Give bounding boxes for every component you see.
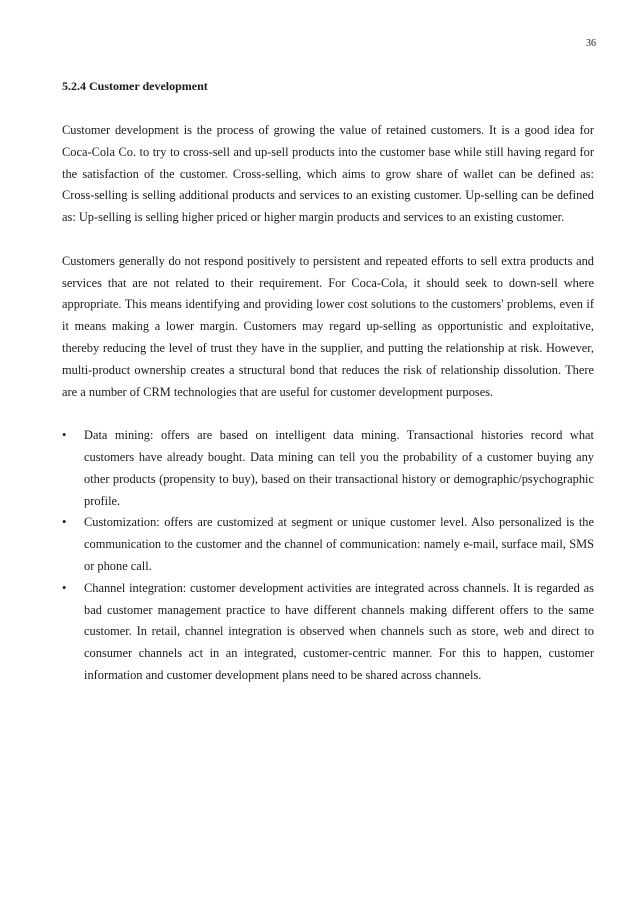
- paragraph-customer-development: Customer development is the process of growing the value of retained customers. It is a good idea for Coca-Cola Co. to try to cross-sell and up-sell products into the customer base while still having regard for the satisfaction of the customer. Cross-selling, which aims to grow share of wallet can be defined as: Cross-selling is selling additional products and services to an existing customer. Up-selling can be defined as: Up-selling is selling higher priced or higher margin products and services to an existing customer.: [62, 123, 594, 225]
- list-item-text: Channel integration: customer development activities are integrated across channels. It is regarded as bad customer management practice to have different channels making different offers to the same customer. In retail, channel integration is observed when channels such as store, web and direct to consumer channels act in an integrated, customer-centric manner. For this to happen, customer information and customer development plans need to be shared across channels.: [84, 580, 594, 682]
- list-item-customization: [62, 512, 594, 577]
- section-heading: 5.2.4 Customer development: [62, 79, 208, 93]
- crm-technologies-list: [62, 425, 594, 687]
- body-content: [62, 120, 594, 687]
- paragraph-customer-response: Customers generally do not respond positively to persistent and repeated efforts to sell extra products and services that are not related to their requirement. For Coca-Cola, it should seek to down-sell where appropriate. This means identifying and providing lower cost solutions to the customers' problems, even if it means making a lower margin. Customers may regard up-selling as opportunistic and exploitative, thereby reducing the level of trust they have in the supplier, and putting the relationship at risk. However, multi-product ownership creates a structural bond that reduces the risk of relationship dissolution. There are a number of CRM technologies that are useful for customer development purposes.: [62, 253, 594, 399]
- list-item-text: Data mining: offers are based on intelligent data mining. Transactional histories record what customers have already bought. Data mining can tell you the probability of a customer buying any other products (propensity to buy), based on their transactional history or demographic/psychographic profile.: [84, 428, 594, 508]
- list-item-text: Customization: offers are customized at segment or unique customer level. Also personalized is the communication to the customer and the channel of communication: namely e-mail, surface mail, SMS or phone call.: [84, 515, 594, 573]
- list-item-channel-integration: [62, 578, 594, 687]
- bullet-icon: •: [62, 428, 67, 443]
- list-item-data-mining: [62, 425, 594, 512]
- page-number: 36: [586, 38, 596, 49]
- bullet-icon: •: [62, 515, 67, 530]
- bullet-icon: •: [62, 580, 67, 595]
